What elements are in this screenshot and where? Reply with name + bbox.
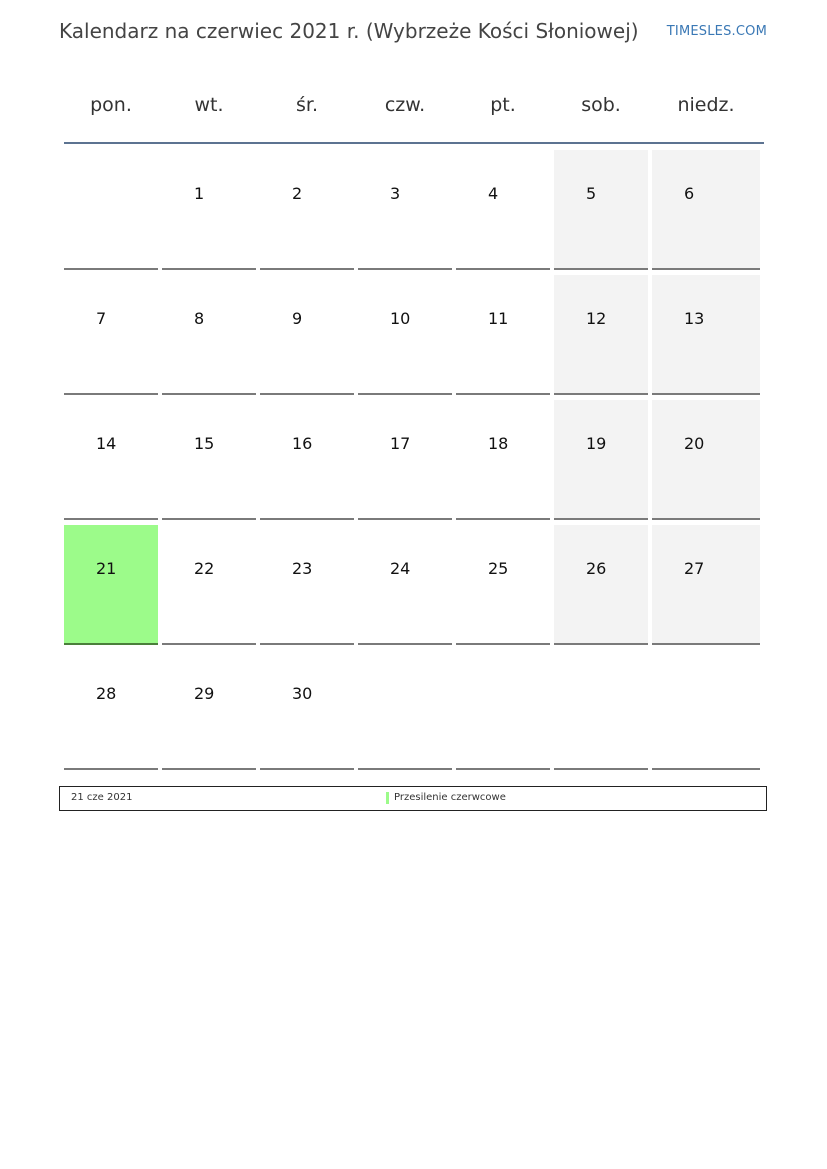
weekday-sat: sob. [581,94,621,116]
day-cell-weekend [652,400,760,520]
day-number: 5 [586,184,597,203]
day-number: 12 [586,309,607,328]
week-row [64,400,764,525]
holiday-legend [59,786,767,811]
weekday-mon: pon. [90,94,132,116]
weekday-fri: pt. [490,94,516,116]
day-number: 20 [684,434,705,453]
day-cell-weekend [652,525,760,645]
day-cell [456,400,550,520]
day-cell [456,150,550,270]
day-cell [554,650,648,770]
day-cell [162,400,256,520]
day-cell [64,275,158,395]
day-number: 18 [488,434,509,453]
day-cell [162,275,256,395]
calendar-grid [64,150,764,775]
brand-link[interactable]: TIMESLES.COM [666,24,767,39]
day-cell-weekend [554,275,648,395]
day-number: 7 [96,309,107,328]
day-cell [162,525,256,645]
day-number: 16 [292,434,313,453]
day-number: 24 [390,559,411,578]
day-number: 23 [292,559,313,578]
day-cell [162,650,256,770]
day-cell [260,650,354,770]
day-cell [64,150,158,270]
header-divider [64,142,764,144]
day-number: 1 [194,184,205,203]
day-number: 25 [488,559,509,578]
day-number: 29 [194,684,215,703]
day-cell [64,650,158,770]
day-number: 8 [194,309,205,328]
day-cell [64,400,158,520]
page-title: Kalendarz na czerwiec 2021 r. (Wybrzeże Kości Słoniowej) [59,19,639,43]
day-cell [260,525,354,645]
legend-color-swatch [386,792,389,804]
day-cell [260,275,354,395]
week-row [64,275,764,400]
day-number: 9 [292,309,303,328]
day-number: 11 [488,309,509,328]
day-cell [358,650,452,770]
day-cell [358,275,452,395]
day-cell [358,400,452,520]
day-number: 19 [586,434,607,453]
day-number: 17 [390,434,411,453]
day-number: 4 [488,184,499,203]
day-cell [652,650,760,770]
day-number: 22 [194,559,215,578]
day-cell [260,400,354,520]
day-number: 3 [390,184,401,203]
legend-label: Przesilenie czerwcowe [394,792,506,803]
day-cell [162,150,256,270]
day-number: 6 [684,184,695,203]
day-number: 28 [96,684,117,703]
day-cell [456,650,550,770]
week-row [64,650,764,775]
day-number: 15 [194,434,215,453]
day-cell [358,150,452,270]
weekday-header [64,90,764,120]
day-cell-weekend [652,150,760,270]
day-cell-weekend [652,275,760,395]
day-cell-weekend [554,525,648,645]
day-cell-weekend [554,400,648,520]
day-cell [456,275,550,395]
day-cell-weekend [554,150,648,270]
weekday-wed: śr. [295,94,318,116]
weekday-tue: wt. [194,94,224,116]
week-row [64,150,764,275]
day-cell [260,150,354,270]
day-cell [456,525,550,645]
week-row [64,525,764,650]
day-number: 2 [292,184,303,203]
day-number: 14 [96,434,117,453]
day-number: 30 [292,684,313,703]
weekday-thu: czw. [384,94,426,116]
day-number: 21 [96,559,117,578]
weekday-sun: niedz. [677,94,735,116]
day-number: 13 [684,309,705,328]
day-number: 10 [390,309,411,328]
day-number: 26 [586,559,607,578]
legend-date: 21 cze 2021 [71,792,133,803]
day-number: 27 [684,559,705,578]
day-cell-holiday [64,525,158,645]
day-cell [358,525,452,645]
